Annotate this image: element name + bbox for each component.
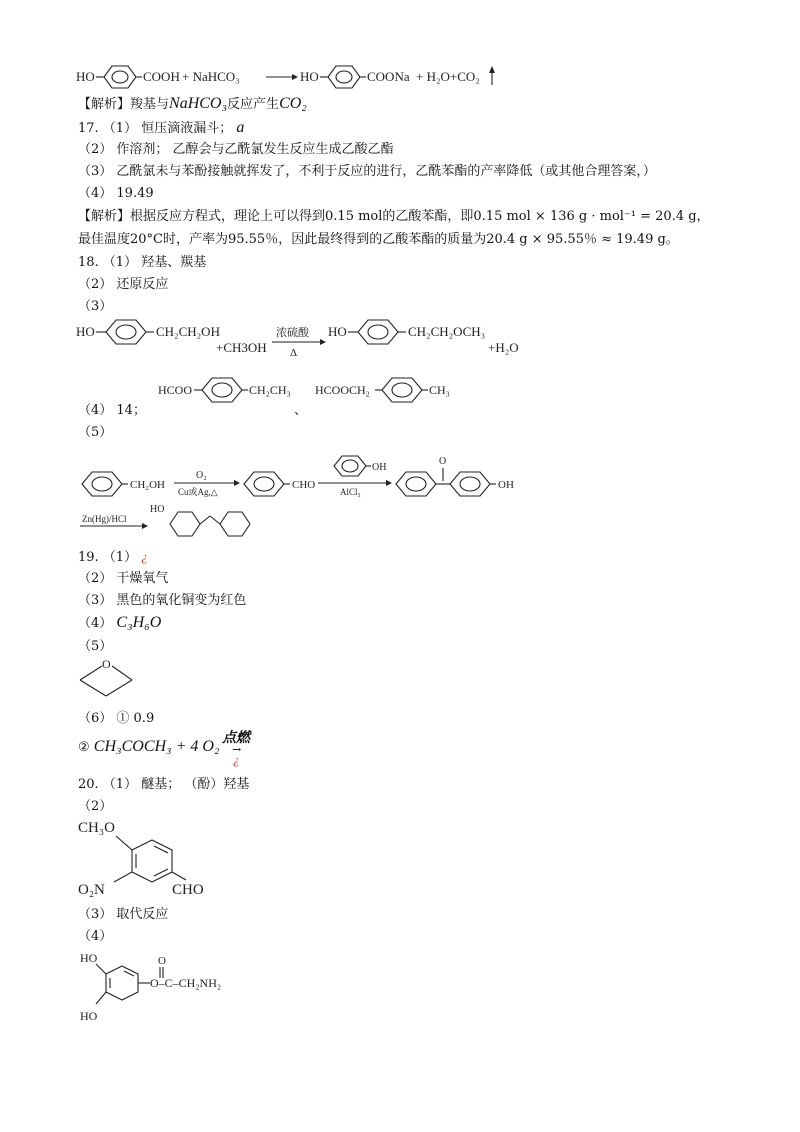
q17-jiexi-text1: 根据反应方程式，理论上可以得到0.15 mol的乙酸苯酯，即0.15 mol × 136 g · mol⁻¹ = 20.4 g， [130, 209, 710, 224]
q19-eq-arrow: → [232, 743, 242, 756]
q19-part4-formula: C₃H₆O [116, 614, 162, 631]
s2-carbonyl-o: O [158, 955, 166, 967]
q19-part6: （6） ① 0.9 [78, 711, 155, 726]
q19-part4-text: （4） [78, 616, 113, 631]
q18-eq-ch2ch2oh: CH₂CH₂OH [156, 324, 220, 339]
q17-part3: （3） 乙酰氯未与苯酚接触就挥发了，不利于反应的进行，乙酰苯酯的产率降低（或其他合理答案，） [78, 164, 656, 179]
s2-chain: O–C–CH₂NH₂ [150, 976, 222, 990]
q19-part5: （5） [78, 639, 113, 654]
q19-eq-formula: CH₃COCH₃ + 4 O₂ [93, 738, 220, 755]
jiexi-line-1 [78, 95, 307, 114]
route-cho: CHO [292, 479, 316, 491]
q18-eq-ho2: HO [328, 324, 347, 339]
reaction-phenol-nahco3 [76, 60, 496, 94]
eq1-ho2: HO [300, 69, 319, 84]
q18-eq-delta: Δ [290, 347, 298, 359]
s1-ch3o: CH₃O [78, 820, 115, 836]
eq1-h2o-co2: + H₂O+CO₂ [416, 69, 480, 84]
q18-eq-ho: HO [76, 324, 95, 339]
eq1-cooh: COOH [143, 69, 180, 84]
q18-eq-condition: 浓硫酸 [276, 327, 309, 339]
q17-jiexi-line1 [78, 208, 710, 226]
q19-part1 [78, 548, 148, 567]
jiexi-label-2: 【解析】 [78, 209, 131, 224]
jiexi1-text-a: 羧基与 [130, 97, 170, 112]
q20-structure-2 [76, 948, 256, 1028]
q18-eq-ch3oh: +CH3OH [216, 340, 267, 355]
q19-equation [78, 738, 220, 757]
q20-part4: （4） [78, 929, 113, 944]
jiexi1-nahco3: NaHCO₃ [169, 95, 228, 112]
q18-part4-mark: 、 [294, 403, 308, 418]
q18-part5: （5） [78, 425, 113, 440]
route-final-ho: HO [150, 504, 165, 515]
q19-part2: （2） 干燥氧气 [78, 571, 169, 586]
oxetane-o: O [102, 657, 111, 671]
q18-part2: （2） 还原反应 [78, 277, 169, 292]
s1-no2: O₂N [78, 882, 105, 898]
q18-part1: 18. （1） 羟基、羰基 [78, 255, 207, 270]
eq1-ho: HO [76, 69, 95, 84]
isomer1-ethyl: CH₂CH₃ [249, 383, 291, 397]
benzene-ring-2 [328, 66, 360, 88]
eq1-coona: COONa [367, 69, 410, 84]
jiexi1-text-c: 反应产生 [227, 97, 280, 112]
q20-part3: （3） 取代反应 [78, 907, 169, 922]
q19-part1-answer: ¿ [141, 549, 148, 564]
reaction-q18-3 [76, 316, 536, 360]
route-cond1: Cu或Ag,△ [178, 487, 218, 497]
q19-eq-number: ② [78, 740, 90, 755]
isomer1-hcoo: HCOO [158, 383, 193, 397]
q20-part1: 20. （1） 醚基； （酚）羟基 [78, 777, 250, 792]
eq1-nahco3: + NaHCO₃ [182, 69, 240, 84]
q18-part3: （3） [78, 299, 113, 314]
benzene-ring-1 [104, 66, 136, 88]
q18-eq-product: CH₂CH₂OCH₃ [408, 324, 486, 339]
s2-ho2: HO [80, 1009, 98, 1023]
q19-part3: （3） 黑色的氧化铜变为红色 [78, 593, 247, 608]
q20-part2: （2） [78, 799, 113, 814]
q18-part4: （4） 14； [78, 403, 146, 418]
q20-structure-1 [76, 816, 226, 898]
q19-eq-mark: ¿ [233, 752, 240, 767]
q17-jiexi-line2: 最佳温度20°C时，产率为95.55％，因此最终得到的乙酸苯酯的质量为20.4 g × 95.55％ ≈ 19.49 g。 [78, 232, 679, 247]
q19-part1-text: 19. （1） [78, 550, 138, 565]
q19-part4 [78, 614, 161, 633]
oxetane-structure [76, 656, 136, 700]
q17-part2: （2） 作溶剂； 乙醇会与乙酰氯发生反应生成乙酸乙酯 [78, 142, 394, 157]
jiexi1-co2: CO₂ [279, 95, 307, 112]
jiexi-label: 【解析】 [78, 97, 131, 112]
route-ch2oh: CH₂OH [130, 479, 166, 491]
q17-part1 [78, 119, 244, 138]
s2-ho1: HO [80, 951, 98, 965]
route-carbonyl-o: O [439, 456, 447, 467]
route-product-oh: OH [498, 479, 514, 491]
q17-part4: （4） 19.49 [78, 186, 154, 201]
route-alcl3: AlCl₃ [340, 487, 361, 497]
route-o2: O₂ [196, 470, 207, 481]
synthesis-route [78, 448, 538, 552]
q17-part1-text: 17. （1） 恒压滴液漏斗； [78, 121, 233, 136]
route-phenol-oh: OH [372, 462, 387, 473]
q18-eq-h2o: +H₂O [488, 340, 519, 355]
q17-part1-answer: a [236, 119, 245, 136]
isomer2-ch3: CH₃ [429, 383, 450, 397]
q19-eq-condition: 点燃 [222, 730, 250, 746]
route-zn-hg: Zn(Hg)/HCl [82, 514, 127, 524]
s1-cho: CHO [172, 882, 204, 898]
isomer2-hcooch2: HCOOCH₂ [315, 383, 370, 397]
